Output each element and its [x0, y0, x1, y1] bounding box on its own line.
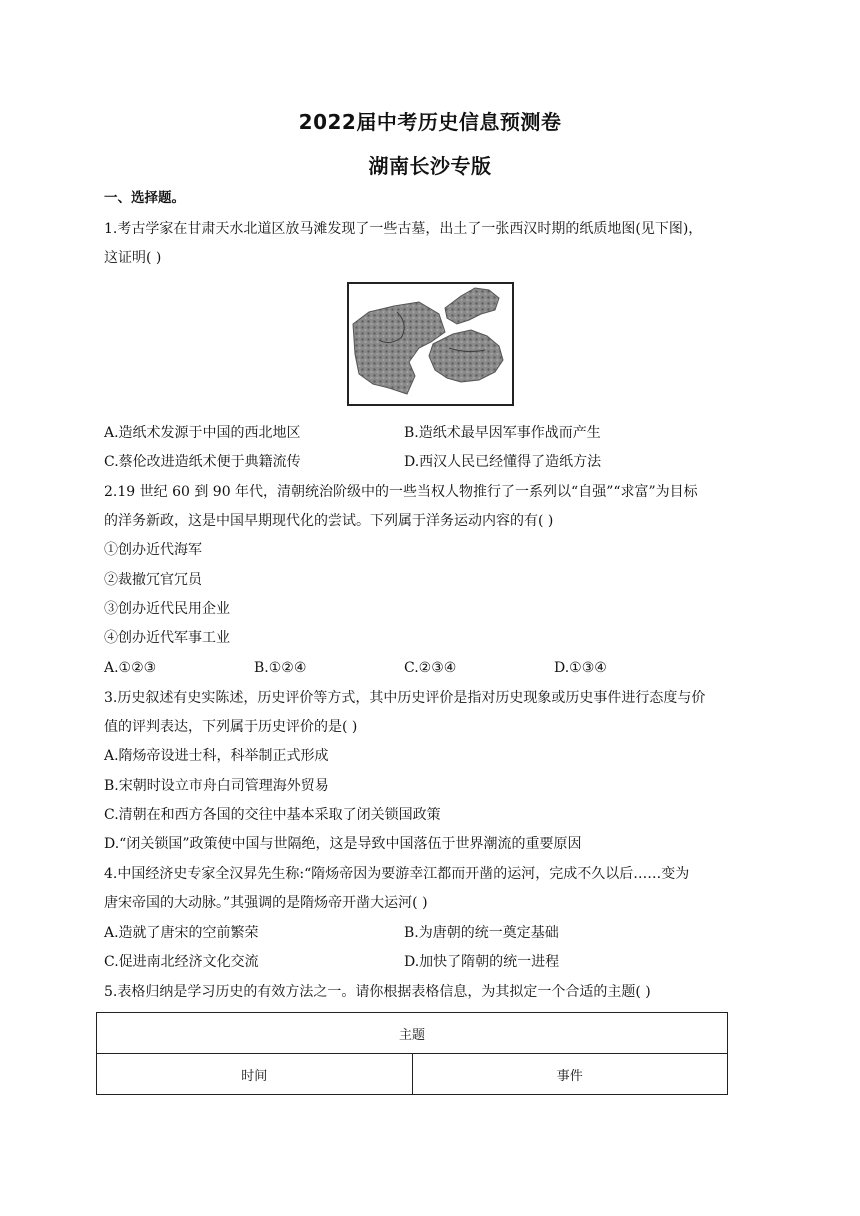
q4-option-c: C.促进南北经济文化交流: [104, 954, 259, 970]
q3-option-d: D.“闭关锁国”政策使中国与世隔绝，这是导致中国落伍于世界潮流的重要原因: [104, 836, 582, 852]
map-illustration: [349, 284, 512, 404]
q1-stem-line1: 1.考古学家在甘肃天水北道区放马滩发现了一些古墓，出土了一张西汉时期的纸质地图(见下图)，: [104, 221, 703, 237]
q1-stem-line2: 这证明( ): [104, 250, 162, 266]
q5-stem-line1: 5.表格归纳是学习历史的有效方法之一。请你根据表格信息，为其拟定一个合适的主题( ): [104, 984, 651, 1000]
exam-subtitle: 湖南长沙专版: [368, 154, 492, 178]
q1-option-d: D.西汉人民已经懂得了造纸方法: [404, 454, 602, 470]
q3-option-b: B.宋朝时设立市舟白司管理海外贸易: [104, 778, 329, 794]
q2-item-3: ③创办近代民用企业: [104, 601, 230, 617]
q2-option-c: C.②③④: [404, 660, 457, 676]
q2-option-b: B.①②④: [254, 660, 307, 676]
q3-option-c: C.清朝在和西方各国的交往中基本采取了闭关锁国政策: [104, 807, 441, 823]
q2-option-d: D.①③④: [554, 660, 607, 676]
q1-option-b: B.造纸术最早因军事作战而产生: [404, 425, 601, 441]
table-header-theme: 主题: [97, 1013, 728, 1054]
q5-summary-table: [96, 1012, 728, 1095]
table-col-event: 事件: [412, 1054, 728, 1095]
ancient-paper-map-image: [347, 282, 514, 406]
q2-item-4: ④创办近代军事工业: [104, 630, 230, 646]
q1-option-a: A.造纸术发源于中国的西北地区: [104, 425, 301, 441]
q4-stem-line1: 4.中国经济史专家全汉昇先生称:“隋炀帝因为要游幸江都而开凿的运河，完成不久以后……变为: [104, 866, 690, 882]
q4-option-b: B.为唐朝的统一奠定基础: [404, 925, 559, 941]
section-heading: 一、选择题。: [104, 190, 185, 206]
q1-option-c: C.蔡伦改进造纸术便于典籍流传: [104, 454, 301, 470]
q4-option-d: D.加快了隋朝的统一进程: [404, 954, 560, 970]
q2-stem-line1: 2.19 世纪 60 到 90 年代，清朝统治阶级中的一些当权人物推行了一系列以“自强”“求富”为目标: [104, 484, 698, 500]
q2-stem-line2: 的洋务新政，这是中国早期现代化的尝试。下列属于洋务运动内容的有( ): [104, 513, 554, 529]
q2-item-1: ①创办近代海军: [104, 542, 202, 558]
q4-option-a: A.造就了唐宋的空前繁荣: [104, 925, 259, 941]
q3-option-a: A.隋炀帝设进士科，科举制正式形成: [104, 748, 329, 764]
exam-title: 2022届中考历史信息预测卷: [298, 110, 562, 134]
q3-stem-line1: 3.历史叙述有史实陈述，历史评价等方式，其中历史评价是指对历史现象或历史事件进行态度与价: [104, 690, 706, 706]
q3-stem-line2: 值的评判表达，下列属于历史评价的是( ): [104, 719, 358, 735]
q2-option-a: A.①②③: [104, 660, 157, 676]
table-col-time: 时间: [97, 1054, 413, 1095]
q4-stem-line2: 唐宋帝国的大动脉。”其强调的是隋炀帝开凿大运河( ): [104, 895, 428, 911]
q2-item-2: ②裁撤冗官冗员: [104, 572, 202, 588]
